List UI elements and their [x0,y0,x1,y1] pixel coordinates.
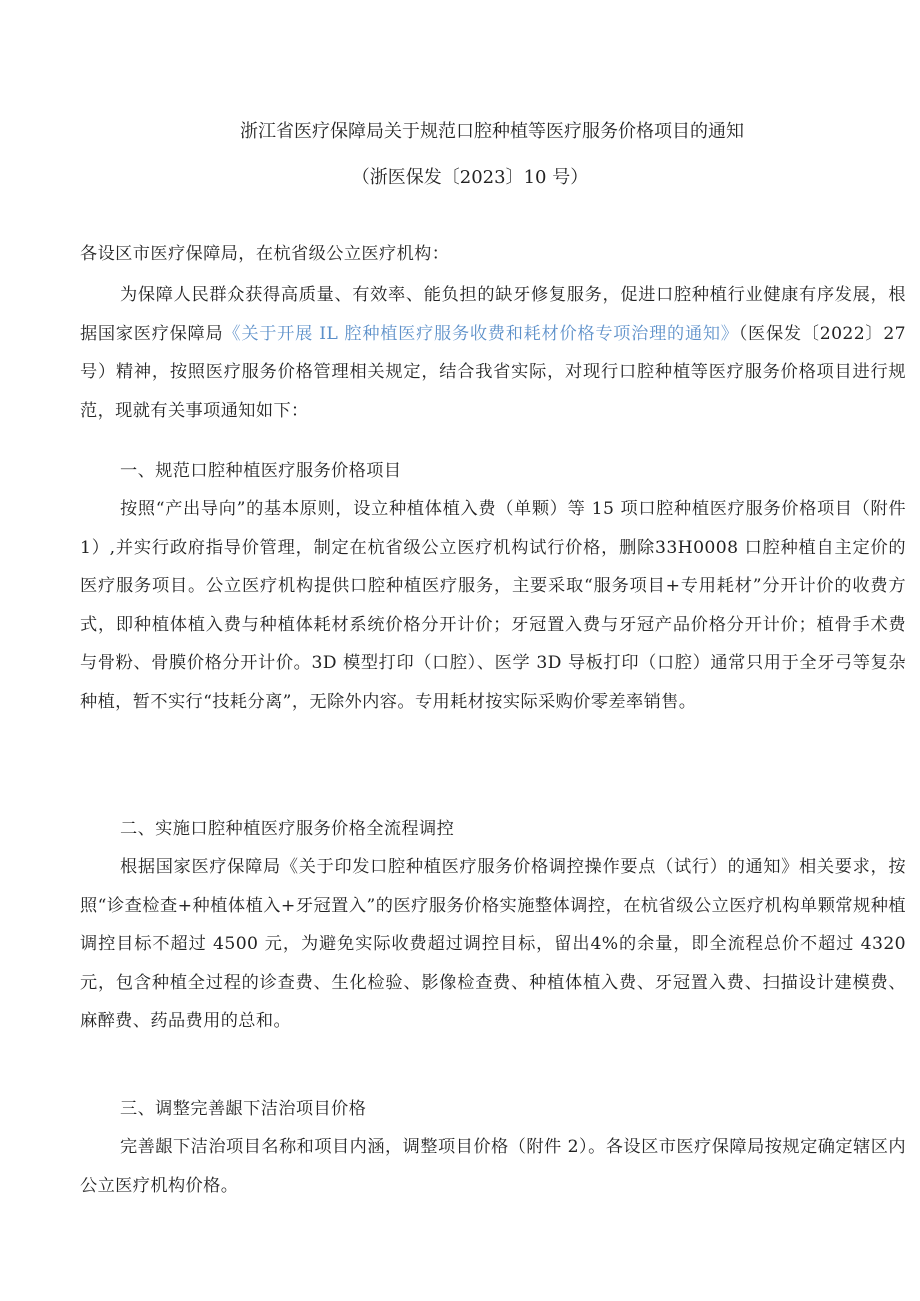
section-1-body: 按照“产出导向”的基本原则，设立种植体植入费（单颗）等 15 项口腔种植医疗服务价格项目（附件 1）,并实行政府指导价管理，制定在杭省级公立医疗机构试行价格，删除33H0008 口腔种植自主定价的医疗服务项目。公立医疗机构提供口腔种植医疗服务，主要采取“服务项目+专用耗材”分开计价的收费方式，即种植体植入费与种植体耗材系统价格分开计价；牙冠置入费与牙冠产品价格分开计价；植骨手术费与骨粉、骨膜价格分开计价。3D 模型打印（口腔）、医学 3D 导板打印（口腔）通常只用于全牙弓等复杂种植，暂不实行“技耗分离”，无除外内容。专用耗材按实际采购价零差率销售。 [80,499,906,712]
section-2-body-block [80,848,906,1041]
section-2-body: 根据国家医疗保障局《关于印发口腔种植医疗服务价格调控操作要点（试行）的通知》相关要求，按照“诊查检查+种植体植入+牙冠置入”的医疗服务价格实施整体调控，在杭省级公立医疗机构单颗常规种植调控目标不超过 4500 元，为避免实际收费超过调控目标，留出4%的余量，即全流程总价不超过 4320 元，包含种植全过程的诊查费、生化检验、影像检查费、种植体植入费、牙冠置入费、扫描设计建模费、麻醉费、药品费用的总和。 [80,857,906,1031]
section-2-heading: 二、实施口腔种植医疗服务价格全流程调控 [120,819,455,839]
salutation-text: 各设区市医疗保障局，在杭省级公立医疗机构： [80,244,450,264]
document-number: （浙医保发〔2023〕10 号） [351,167,589,188]
section-1-heading: 一、规范口腔种植医疗服务价格项目 [120,461,402,481]
intro-text-before-link: 为保障人民群众获得高质量、有效率、能负担的缺牙修复服务，促进口腔种植行业健康有序发展，根据国家医疗保障局 [80,285,906,344]
section-2-heading-block [80,810,906,849]
section-3-heading-block [80,1090,906,1129]
intro-text-after-link: （医保发〔2022〕27 号）精神，按照医疗服务价格管理相关规定，结合我省实际，对现行口腔种植等医疗服务价格项目进行规范，现就有关事项通知如下： [80,323,907,421]
section-1-heading-block [80,452,906,491]
referenced-notice-link[interactable]: 《关于开展 IL 腔种植医疗服务收费和耗材价格专项治理的通知》 [223,323,739,344]
section-3-heading: 三、调整完善龈下洁治项目价格 [120,1099,367,1119]
intro-paragraph [80,276,906,430]
section-3-body-block [80,1128,906,1205]
salutation [80,235,906,274]
document-title: 浙江省医疗保障局关于规范口腔种植等医疗服务价格项目的通知 [240,121,744,142]
section-1-body-block [80,490,906,721]
section-3-body: 完善龈下洁治项目名称和项目内涵，调整项目价格（附件 2）。各设区市医疗保障局按规定确定辖区内公立医疗机构价格。 [80,1137,906,1196]
